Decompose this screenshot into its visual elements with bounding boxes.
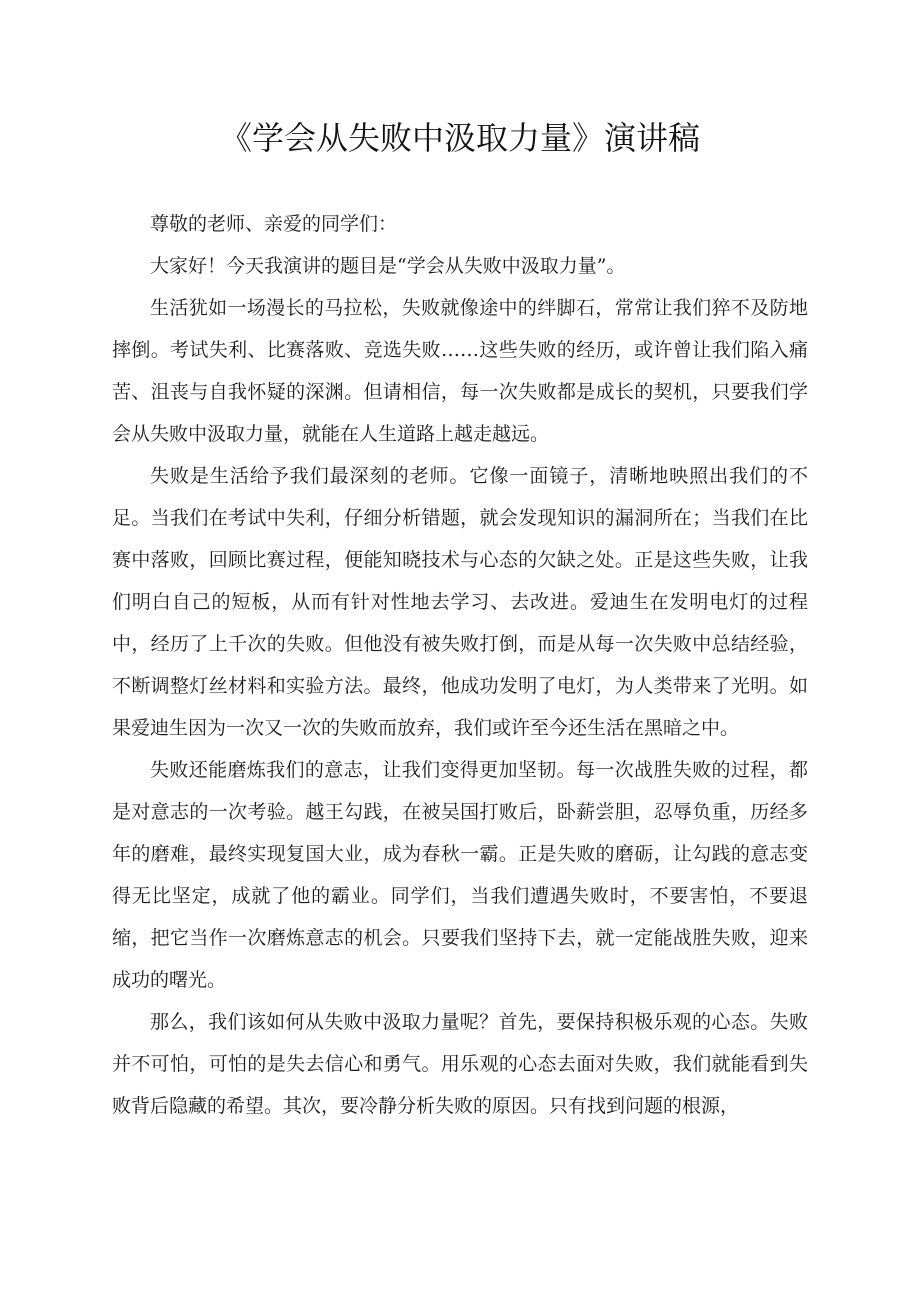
body-paragraph: 那么，我们该如何从失败中汲取力量呢？首先，要保持积极乐观的心态。失败并不可怕，可怕的是失去信心和勇气。用乐观的心态去面对失败，我们就能看到失败背后隐藏的希望。其次，要冷静分析失败的原因。只有找到问题的根源， bbox=[112, 1011, 808, 1117]
body-paragraph: 生活犹如一场漫长的马拉松，失败就像途中的绊脚石，常常让我们猝不及防地摔倒。考试失利、比赛落败、竞选失败……这些失败的经历，或许曾让我们陷入痛苦、沮丧与自我怀疑的深渊。但请相信，每一次失败都是成长的契机，只要我们学会从失败中汲取力量，就能在人生道路上越走越远。 bbox=[112, 297, 808, 445]
body-paragraph: 失败还能磨炼我们的意志，让我们变得更加坚韧。每一次战胜失败的过程，都是对意志的一次考验。越王勾践，在被吴国打败后，卧薪尝胆，忍辱负重，历经多年的磨难，最终实现复国大业，成为春秋一霸。正是失败的磨砺，让勾践的意志变得无比坚定，成就了他的霸业。同学们，当我们遭遇失败时，不要害怕，不要退缩，把它当作一次磨炼意志的机会。只要我们坚持下去，就一定能战胜失败，迎来成功的曙光。 bbox=[112, 759, 808, 991]
greeting-paragraph: 尊敬的老师、亲爱的同学们： bbox=[150, 213, 398, 235]
body-paragraph: 大家好！今天我演讲的题目是“学会从失败中汲取力量”。 bbox=[150, 255, 626, 277]
page-title: 《学会从失败中汲取力量》演讲稿 bbox=[219, 119, 700, 157]
body-paragraph: 失败是生活给予我们最深刻的老师。它像一面镜子，清晰地映照出我们的不足。当我们在考试中失利，仔细分析错题，就会发现知识的漏洞所在；当我们在比赛中落败，回顾比赛过程，便能知晓技术与心态的欠缺之处。正是这些失败，让我们明白自己的短板，从而有针对性地去学习、去改进。爱迪生在发明电灯的过程中，经历了上千次的失败。但他没有被失败打倒，而是从每一次失败中总结经验，不断调整灯丝材料和实验方法。最终，他成功发明了电灯，为人类带来了光明。如果爱迪生因为一次又一次的失败而放弃，我们或许至今还生活在黑暗之中。 bbox=[112, 465, 808, 739]
document-body bbox=[112, 203, 808, 1127]
